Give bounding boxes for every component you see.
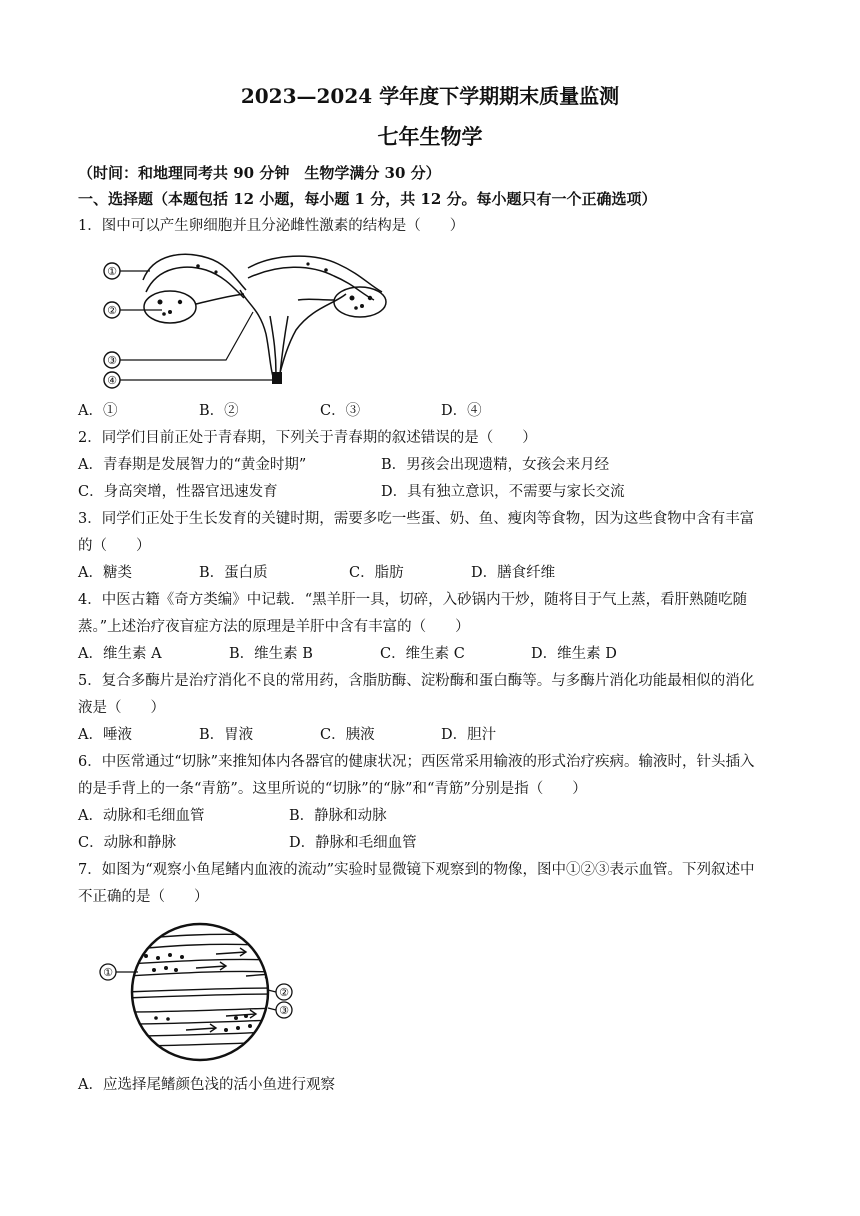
q5-option-a: A．唾液 bbox=[78, 727, 132, 743]
q3-option-c: C．脂肪 bbox=[349, 565, 404, 581]
q6-option-d: D．静脉和毛细血管 bbox=[289, 835, 417, 851]
question-5-stem-line1: 5．复合多酶片是治疗消化不良的常用药，含脂肪酶、淀粉酶和蛋白酶等。与多酶片消化功能最相似的消化 bbox=[78, 673, 755, 689]
q3-option-d: D．膳食纤维 bbox=[471, 565, 556, 581]
q5-option-b: B．胃液 bbox=[199, 727, 254, 743]
question-2-stem: 2．同学们目前正处于青春期，下列关于青春期的叙述错误的是（ ） bbox=[78, 430, 537, 446]
figure1-label-4: ④ bbox=[107, 374, 117, 387]
exam-subtitle: 七年生物学 bbox=[377, 124, 483, 149]
exam-title: 2023—2024 学年度下学期期末质量监测 bbox=[240, 84, 620, 108]
q2-option-c: C．身高突增，性器官迅速发育 bbox=[78, 484, 278, 500]
q1-option-b: B．② bbox=[199, 403, 239, 419]
q1-option-c: C．③ bbox=[320, 403, 361, 419]
figure1-label-1: ① bbox=[107, 265, 117, 278]
female-reproductive-system-figure bbox=[98, 244, 418, 394]
q4-option-d: D．维生素 D bbox=[531, 646, 617, 662]
figure7-label-2: ② bbox=[279, 986, 289, 999]
q4-option-c: C．维生素 C bbox=[380, 646, 465, 662]
q6-option-b: B．静脉和动脉 bbox=[289, 808, 387, 824]
section-heading: 一、选择题（本题包括 12 小题，每小题 1 分，共 12 分。每小题只有一个正确选项） bbox=[78, 190, 657, 208]
figure7-label-3: ③ bbox=[279, 1004, 289, 1017]
q5-option-c: C．胰液 bbox=[320, 727, 375, 743]
q5-option-d: D．胆汁 bbox=[441, 727, 497, 743]
q6-option-a: A．动脉和毛细血管 bbox=[78, 808, 205, 824]
figure1-label-2: ② bbox=[107, 304, 117, 317]
question-7-stem-line2: 不正确的是（ ） bbox=[78, 889, 209, 905]
question-6-stem-line2: 的是手背上的一条“青筋”。这里所说的“切脉”的“脉”和“青筋”分别是指（ ） bbox=[78, 781, 587, 797]
q3-option-b: B．蛋白质 bbox=[199, 565, 268, 581]
question-3-stem-line1: 3．同学们正处于生长发育的关键时期，需要多吃一些蛋、奶、鱼、瘦肉等食物，因为这些食物中含有丰富 bbox=[78, 511, 755, 527]
question-5-stem-line2: 液是（ ） bbox=[78, 700, 165, 716]
question-1-stem: 1．图中可以产生卵细胞并且分泌雌性激素的结构是（ ） bbox=[78, 218, 465, 234]
q4-option-b: B．维生素 B bbox=[229, 646, 313, 662]
q2-option-d: D．具有独立意识，不需要与家长交流 bbox=[381, 484, 625, 500]
exam-info: （时间：和地理同考共 90 分钟 生物学满分 30 分） bbox=[78, 164, 441, 182]
q6-option-c: C．动脉和静脉 bbox=[78, 835, 177, 851]
question-6-stem-line1: 6．中医常通过“切脉”来推知体内各器官的健康状况；西医常采用输液的形式治疗疾病。输液时，针头插入 bbox=[78, 754, 755, 770]
q1-option-d: D．④ bbox=[441, 403, 482, 419]
q7-option-a: A．应选择尾鳍颜色浅的活小鱼进行观察 bbox=[78, 1077, 335, 1093]
q4-option-a: A．维生素 A bbox=[78, 646, 162, 662]
q1-option-a: A．① bbox=[78, 403, 118, 419]
figure1-label-3: ③ bbox=[107, 354, 117, 367]
question-7-stem-line1: 7．如图为“观察小鱼尾鳍内血液的流动”实验时显微镜下观察到的物像，图中①②③表示血管。下列叙述中 bbox=[78, 862, 755, 878]
q2-option-b: B．男孩会出现遗精，女孩会来月经 bbox=[381, 457, 610, 473]
question-4-stem-line1: 4．中医古籍《奇方类编》中记载．“黑羊肝一具，切碎，入砂锅内干炒，随将目于气上蒸，看肝熟随吃随 bbox=[78, 592, 748, 608]
q2-option-a: A．青春期是发展智力的“黄金时期” bbox=[78, 457, 307, 473]
figure7-label-1: ① bbox=[103, 966, 113, 979]
fish-tail-blood-flow-figure bbox=[96, 918, 306, 1068]
q3-option-a: A．糖类 bbox=[78, 565, 132, 581]
question-4-stem-line2: 蒸。”上述治疗夜盲症方法的原理是羊肝中含有丰富的（ ） bbox=[78, 619, 470, 635]
question-3-stem-line2: 的（ ） bbox=[78, 538, 151, 554]
